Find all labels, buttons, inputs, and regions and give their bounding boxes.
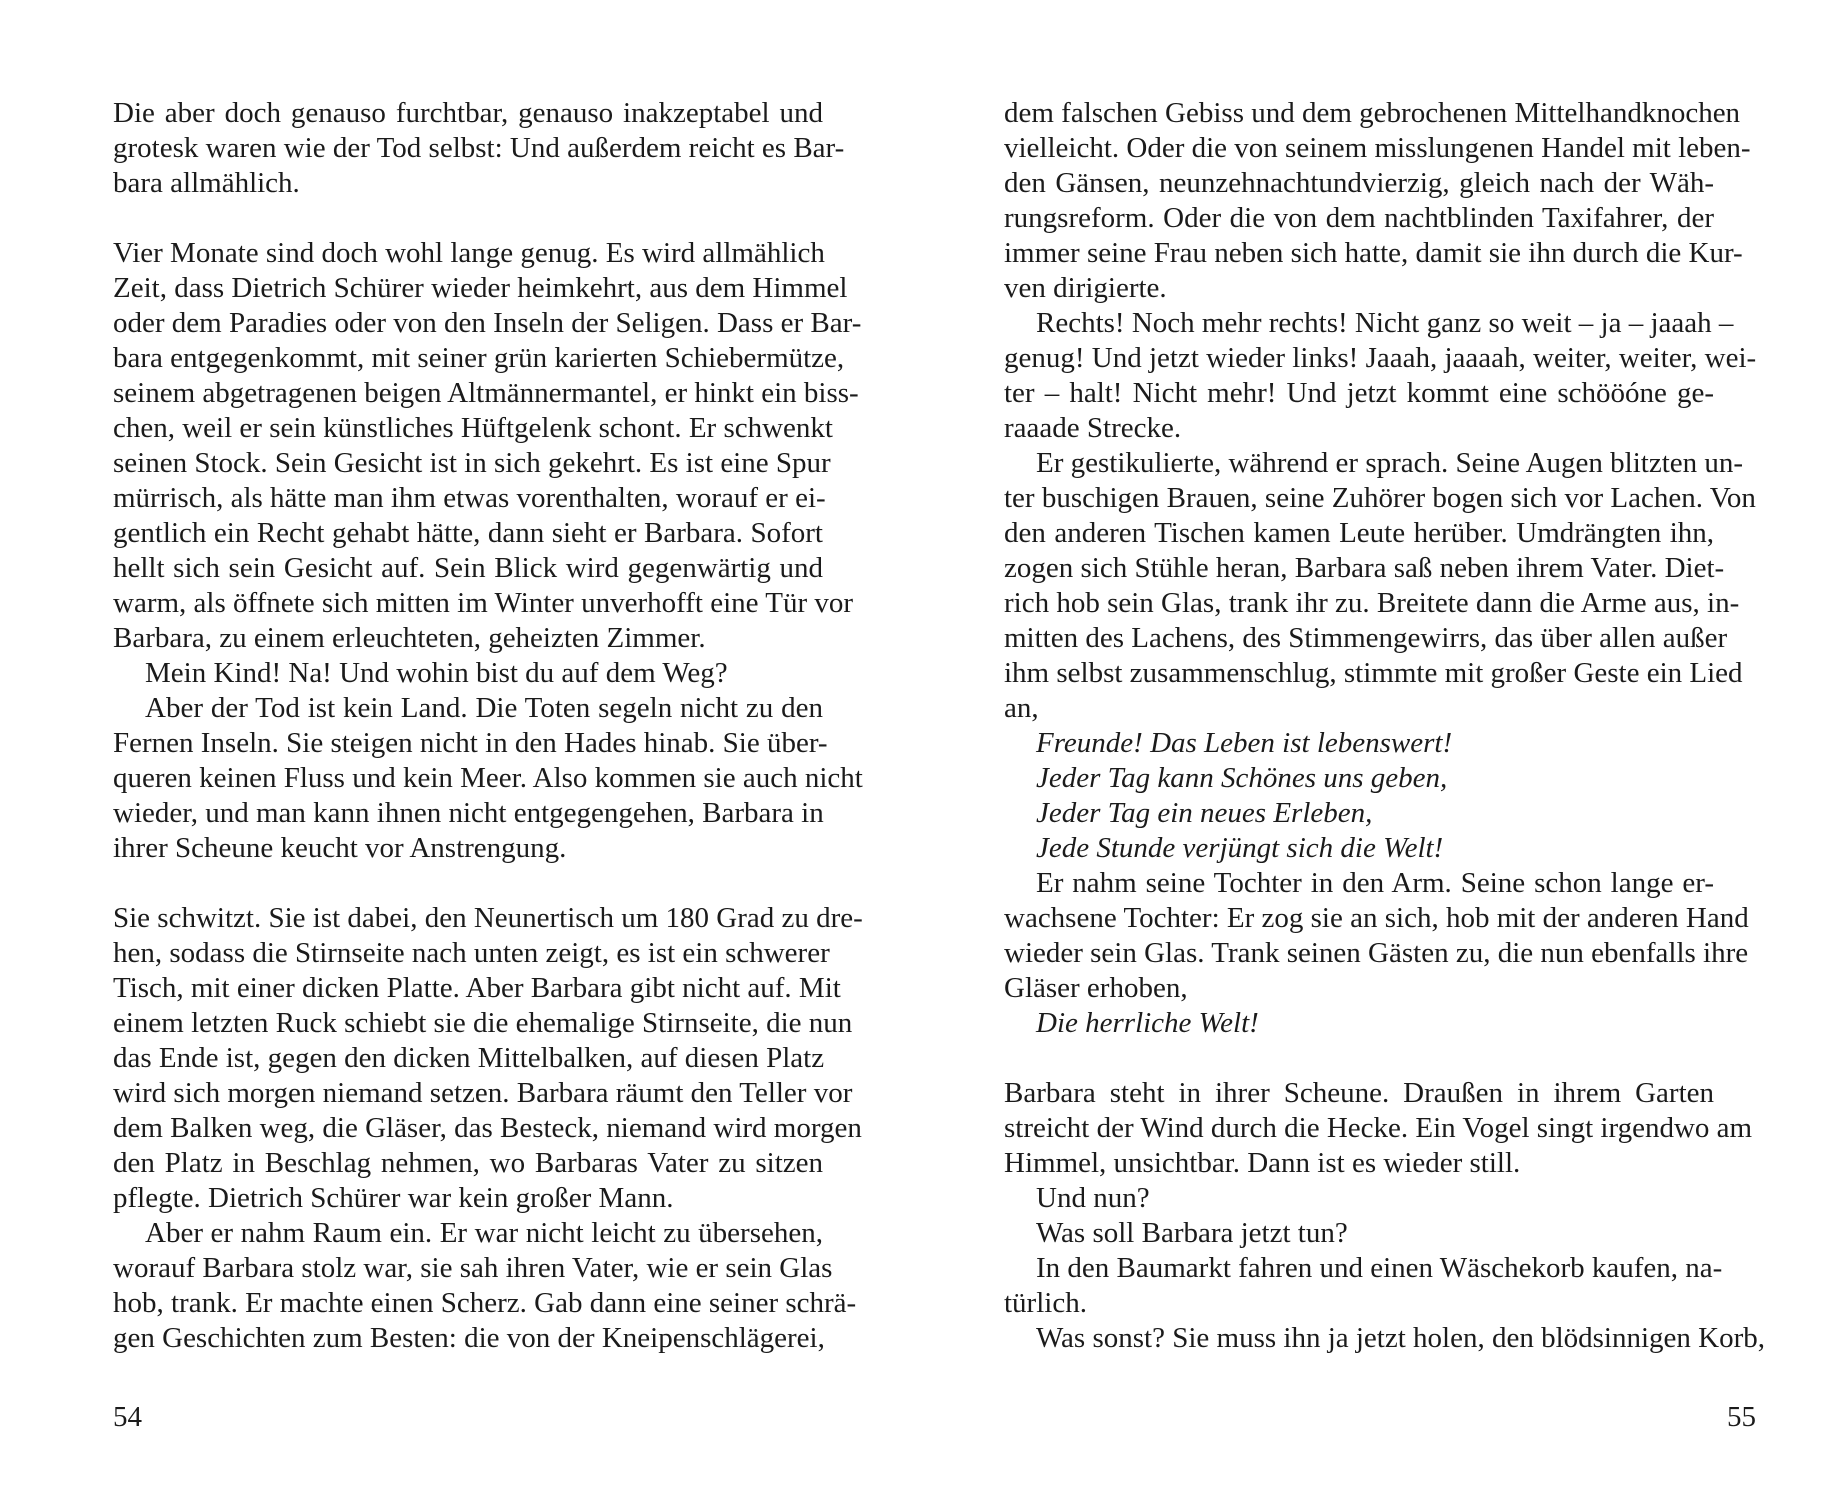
text-line: Sie schwitzt. Sie ist dabei, den Neunertisch um 180 Grad zu dre- xyxy=(113,902,863,934)
text-line: Er gestikulierte, während er sprach. Seine Augen blitzten un- xyxy=(1036,447,1744,479)
right-page-text xyxy=(1004,96,1766,1356)
text-line: das Ende ist, gegen den dicken Mittelbalken, auf diesen Platz xyxy=(113,1042,825,1074)
text-line: wachsene Tochter: Er zog sie an sich, hob mit der anderen Hand xyxy=(1004,902,1749,934)
text-line: Barbara steht in ihrer Scheune. Draußen in ihrem Garten xyxy=(1004,1077,1714,1109)
text-line: queren keinen Fluss und kein Meer. Also kommen sie auch nicht xyxy=(113,762,863,794)
text-line: ihrer Scheune keucht vor Anstrengung. xyxy=(113,832,567,864)
text-line: Was soll Barbara jetzt tun? xyxy=(1036,1217,1348,1249)
text-line: Aber er nahm Raum ein. Er war nicht leicht zu übersehen, xyxy=(145,1217,823,1249)
text-line: den Gänsen, neunzehnachtundvierzig, gleich nach der Wäh- xyxy=(1004,167,1714,199)
text-line: pflegte. Dietrich Schürer war kein großer Mann. xyxy=(113,1182,674,1214)
text-line: einem letzten Ruck schiebt sie die ehemalige Stirnseite, die nun xyxy=(113,1007,853,1039)
text-line: wieder sein Glas. Trank seinen Gästen zu, die nun ebenfalls ihre xyxy=(1004,937,1749,969)
text-line: ihm selbst zusammenschlug, stimmte mit großer Geste ein Lied xyxy=(1004,657,1743,689)
song-verse-line: Jeder Tag ein neues Erleben, xyxy=(1036,797,1373,829)
text-line: dem falschen Gebiss und dem gebrochenen Mittelhandknochen xyxy=(1004,97,1741,129)
text-line: hen, sodass die Stirnseite nach unten zeigt, es ist ein schwerer xyxy=(113,937,830,969)
text-line: rich hob sein Glas, trank ihr zu. Breitete dann die Arme aus, in- xyxy=(1004,587,1740,619)
text-line: ter – halt! Nicht mehr! Und jetzt kommt eine schööóne ge- xyxy=(1004,377,1714,409)
text-line: ter buschigen Brauen, seine Zuhörer bogen sich vor Lachen. Von xyxy=(1004,482,1756,514)
text-line: wird sich morgen niemand setzen. Barbara räumt den Teller vor xyxy=(113,1077,853,1109)
text-line: mitten des Lachens, des Stimmengewirrs, das über allen außer xyxy=(1004,622,1728,654)
text-line: mürrisch, als hätte man ihm etwas vorenthalten, worauf er ei- xyxy=(113,482,826,514)
text-line: warm, als öffnete sich mitten im Winter unverhofft eine Tür vor xyxy=(113,587,854,619)
text-line: raaade Strecke. xyxy=(1004,412,1182,444)
right-page xyxy=(918,0,1836,1498)
text-line: ven dirigierte. xyxy=(1004,272,1167,304)
text-line: streicht der Wind durch die Hecke. Ein Vogel singt irgendwo am xyxy=(1004,1112,1753,1144)
text-line: seinen Stock. Sein Gesicht ist in sich gekehrt. Es ist eine Spur xyxy=(113,447,831,479)
page-number: 55 xyxy=(1727,1401,1756,1433)
text-line: hellt sich sein Gesicht auf. Sein Blick wird gegenwärtig und xyxy=(113,552,823,584)
song-verse-line: Die herrliche Welt! xyxy=(1036,1007,1259,1039)
text-line: gentlich ein Recht gehabt hätte, dann sieht er Barbara. Sofort xyxy=(113,517,823,549)
text-line: Barbara, zu einem erleuchteten, geheizten Zimmer. xyxy=(113,622,706,654)
text-line: Mein Kind! Na! Und wohin bist du auf dem Weg? xyxy=(145,657,728,689)
text-line: Und nun? xyxy=(1036,1182,1150,1214)
text-line: den anderen Tischen kamen Leute herüber. Umdrängten ihn, xyxy=(1004,517,1714,549)
text-line: Fernen Inseln. Sie steigen nicht in den Hades hinab. Sie über- xyxy=(113,727,828,759)
text-line: Rechts! Noch mehr rechts! Nicht ganz so weit – ja – jaaah – xyxy=(1036,307,1734,339)
section-break xyxy=(113,866,823,901)
text-line: Vier Monate sind doch wohl lange genug. Es wird allmählich xyxy=(113,237,825,269)
text-line: hob, trank. Er machte einen Scherz. Gab dann eine seiner schrä- xyxy=(113,1287,857,1319)
text-line: wieder, und man kann ihnen nicht entgegengehen, Barbara in xyxy=(113,797,824,829)
text-line: an, xyxy=(1004,692,1039,724)
text-line: In den Baumarkt fahren und einen Wäschekorb kaufen, na- xyxy=(1036,1252,1723,1284)
section-break xyxy=(1004,1041,1714,1076)
text-line: den Platz in Beschlag nehmen, wo Barbaras Vater zu sitzen xyxy=(113,1147,823,1179)
text-line: immer seine Frau neben sich hatte, damit sie ihn durch die Kur- xyxy=(1004,237,1743,269)
text-line: Er nahm seine Tochter in den Arm. Seine schon lange er- xyxy=(1036,867,1714,899)
song-verse-line: Jeder Tag kann Schönes uns geben, xyxy=(1036,762,1448,794)
text-line: genug! Und jetzt wieder links! Jaaah, jaaaah, weiter, weiter, wei- xyxy=(1004,342,1757,374)
text-line: seinem abgetragenen beigen Altmännermantel, er hinkt ein biss- xyxy=(113,377,859,409)
text-line: bara entgegenkommt, mit seiner grün karierten Schiebermütze, xyxy=(113,342,845,374)
text-line: rungsreform. Oder die von dem nachtblinden Taxifahrer, der xyxy=(1004,202,1714,234)
song-verse-line: Freunde! Das Leben ist lebenswert! xyxy=(1036,727,1453,759)
text-line: Tisch, mit einer dicken Platte. Aber Barbara gibt nicht auf. Mit xyxy=(113,972,841,1004)
text-line: Zeit, dass Dietrich Schürer wieder heimkehrt, aus dem Himmel xyxy=(113,272,848,304)
song-verse-line: Jede Stunde verjüngt sich die Welt! xyxy=(1036,832,1444,864)
text-line: Was sonst? Sie muss ihn ja jetzt holen, den blödsinnigen Korb, xyxy=(1036,1322,1766,1354)
text-line: türlich. xyxy=(1004,1287,1087,1319)
text-line: Himmel, unsichtbar. Dann ist es wieder still. xyxy=(1004,1147,1521,1179)
text-line: oder dem Paradies oder von den Inseln der Seligen. Dass er Bar- xyxy=(113,307,862,339)
text-line: worauf Barbara stolz war, sie sah ihren Vater, wie er sein Glas xyxy=(113,1252,833,1284)
text-line: chen, weil er sein künstliches Hüftgelenk schont. Er schwenkt xyxy=(113,412,833,444)
text-line: bara allmählich. xyxy=(113,167,300,199)
left-page-text xyxy=(113,96,863,1356)
text-line: Aber der Tod ist kein Land. Die Toten segeln nicht zu den xyxy=(145,692,823,724)
text-line: Gläser erhoben, xyxy=(1004,972,1188,1004)
section-break xyxy=(113,201,823,236)
text-line: grotesk waren wie der Tod selbst: Und außerdem reicht es Bar- xyxy=(113,132,845,164)
text-line: gen Geschichten zum Besten: die von der Kneipenschlägerei, xyxy=(113,1322,825,1354)
text-line: dem Balken weg, die Gläser, das Besteck, niemand wird morgen xyxy=(113,1112,862,1144)
page-number: 54 xyxy=(113,1401,142,1433)
text-line: zogen sich Stühle heran, Barbara saß neben ihrem Vater. Diet- xyxy=(1004,552,1725,584)
text-line: vielleicht. Oder die von seinem misslungenen Handel mit leben- xyxy=(1004,132,1751,164)
text-line: Die aber doch genauso furchtbar, genauso inakzeptabel und xyxy=(113,97,823,129)
